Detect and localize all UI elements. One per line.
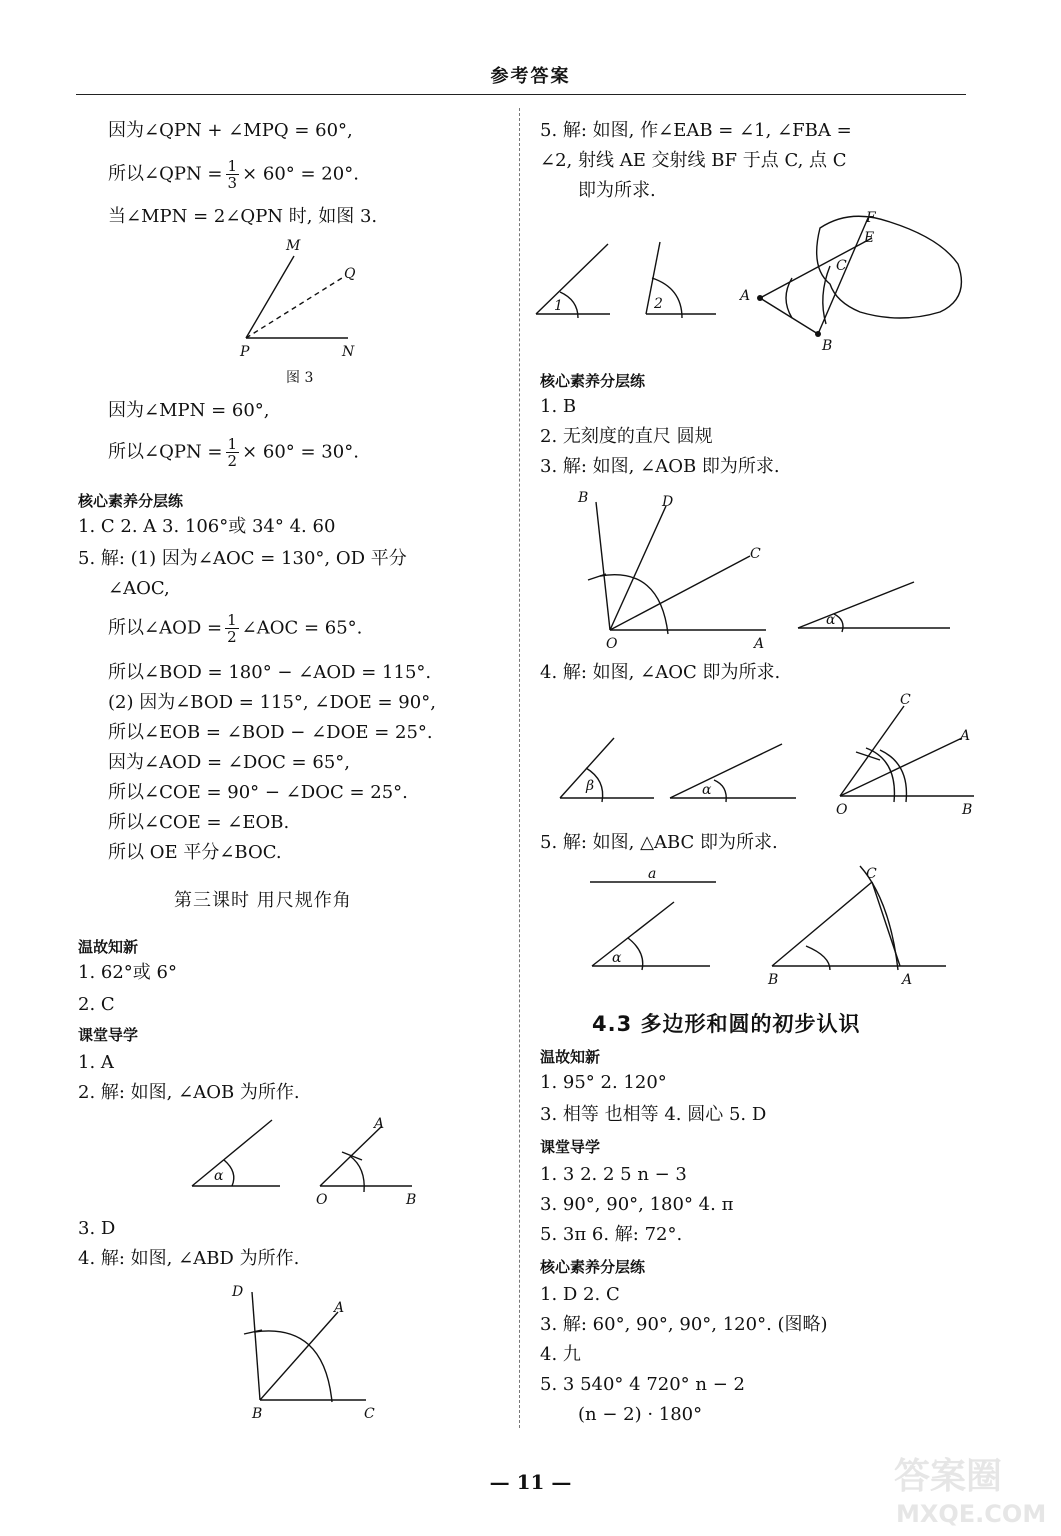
label-d4: D <box>662 494 674 510</box>
figure-angle-aob-r <box>570 486 960 656</box>
heading-review-r: 温故知新 <box>540 1048 601 1066</box>
label-o4: O <box>606 636 618 652</box>
label-b3: B <box>822 338 833 354</box>
left-line-1: 因为∠QPN + ∠MPQ = 60°, <box>108 120 353 141</box>
label-a2: A <box>334 1300 345 1316</box>
ray-bf <box>818 218 868 334</box>
label-b4: B <box>578 490 589 506</box>
label-c6: C <box>866 866 877 882</box>
fraction-1-2: $\frac{1}{2}$ <box>227 435 238 470</box>
core-answer-5e: (2) 因为∠BOD = 115°, ∠DOE = 90°, <box>108 692 436 713</box>
core-r2-line-1: 1. D 2. C <box>540 1284 620 1305</box>
figure-angle-abd <box>226 1278 386 1423</box>
label-o: O <box>316 1192 328 1208</box>
label-angle-2: 2 <box>654 296 663 312</box>
core-r2-line-4: 5. 3 540° 4 720° n − 2 <box>540 1374 745 1395</box>
svg-text:MXQE.COM: MXQE.COM <box>896 1500 1047 1528</box>
review-r-line-2: 3. 相等 也相等 4. 圆心 5. D <box>540 1104 767 1125</box>
core-answer-5h: 所以∠COE = 90° − ∠DOC = 25°. <box>108 782 408 803</box>
ray-pq <box>246 278 342 338</box>
label-n: N <box>342 344 355 360</box>
core-r-answer-5: 5. 解: 如图, △ABC 即为所求. <box>540 832 778 853</box>
heading-classroom-r: 课堂导学 <box>540 1138 601 1156</box>
label-m: M <box>286 238 301 254</box>
page-header: 参考答案 <box>490 66 571 87</box>
section-title-lesson-3: 第三课时 用尺规作角 <box>174 890 352 911</box>
label-angle-1: 1 <box>554 298 563 314</box>
label-segment-a: a <box>648 866 657 882</box>
figure-triangle-construction <box>530 208 970 358</box>
heading-review: 温故知新 <box>78 938 139 956</box>
label-p: P <box>240 344 250 360</box>
right-line-2: ∠2, 射线 AE 交射线 BF 于点 C, 点 C <box>540 150 847 171</box>
core-answer-5f: 所以∠EOB = ∠BOD − ∠DOE = 25°. <box>108 722 433 743</box>
ray-pm <box>246 256 294 338</box>
classroom-r-line-3: 5. 3π 6. 解: 72°. <box>540 1224 683 1245</box>
review-answer-2: 2. C <box>78 994 115 1015</box>
heading-core-practice-r: 核心素养分层练 <box>540 372 646 390</box>
classroom-answer-4: 4. 解: 如图, ∠ABD 为所作. <box>78 1248 300 1269</box>
core-answer-5i: 所以∠COE = ∠EOB. <box>108 812 290 833</box>
core-answer-5g: 因为∠AOD = ∠DOC = 65°, <box>108 752 350 773</box>
label-c4: C <box>750 546 761 562</box>
right-line-1: 5. 解: 如图, 作∠EAB = ∠1, ∠FBA = <box>540 120 852 141</box>
label-alpha: α <box>214 1168 224 1184</box>
label-q: Q <box>344 266 356 282</box>
core-r2-line-5: (n − 2) · 180° <box>578 1404 703 1425</box>
heading-classroom: 课堂导学 <box>78 1026 139 1044</box>
classroom-answer-3: 3. D <box>78 1218 116 1239</box>
fraction-half: $\frac{1}{2}$ <box>227 611 237 646</box>
core-answer-5d: 所以∠BOD = 180° − ∠AOD = 115°. <box>108 662 432 683</box>
core-r-answer-1: 1. B <box>540 396 577 417</box>
label-b6: B <box>768 972 779 988</box>
label-b: B <box>406 1192 417 1208</box>
header-rule <box>76 94 966 95</box>
core-answer-5j: 所以 OE 平分∠BOC. <box>108 842 282 863</box>
core-r-answer-3: 3. 解: 如图, ∠AOB 即为所求. <box>540 456 780 477</box>
label-c3: C <box>836 258 847 274</box>
figure-angle-aoc-r <box>550 690 980 820</box>
core-r-answer-4: 4. 解: 如图, ∠AOC 即为所求. <box>540 662 781 683</box>
label-beta: β <box>586 778 595 794</box>
label-o5: O <box>836 802 848 818</box>
label-alpha-6: α <box>612 950 622 966</box>
label-c: C <box>364 1406 375 1422</box>
label-c5: C <box>900 692 911 708</box>
label-d: D <box>232 1284 244 1300</box>
page-number: — 11 — <box>489 1470 572 1494</box>
left-line-2: 所以∠QPN = $\frac{1}{3}$ × 60° = 20°. <box>108 157 359 192</box>
right-line-3: 即为所求. <box>578 180 656 201</box>
label-a5: A <box>960 728 971 744</box>
figure-3-caption: 图 3 <box>286 370 314 386</box>
classroom-r-line-2: 3. 90°, 90°, 180° 4. π <box>540 1194 734 1215</box>
core-answer-5c: 所以∠AOD = $\frac{1}{2}$ ∠AOC = 65°. <box>108 611 363 646</box>
label-alpha-4: α <box>826 612 836 628</box>
left-line-3: 当∠MPN = 2∠QPN 时, 如图 3. <box>108 206 378 227</box>
figure-3 <box>230 238 370 388</box>
label-a: A <box>374 1116 385 1132</box>
label-b5: B <box>962 802 973 818</box>
heading-core-practice: 核心素养分层练 <box>78 492 184 510</box>
core-r-answer-2: 2. 无刻度的直尺 圆规 <box>540 426 713 447</box>
label-f3: F <box>866 210 876 226</box>
classroom-r-line-1: 1. 3 2. 2 5 n − 3 <box>540 1164 687 1185</box>
section-title-4-3: 4.3 多边形和圆的初步认识 <box>592 1012 861 1036</box>
fraction-1-3: $\frac{1}{3}$ <box>227 157 238 192</box>
label-a3: A <box>740 288 751 304</box>
heading-core-practice-r2: 核心素养分层练 <box>540 1258 646 1276</box>
core-answers-1-4: 1. C 2. A 3. 106°或 34° 4. 60 <box>78 516 336 537</box>
label-a6: A <box>902 972 913 988</box>
review-r-line-1: 1. 95° 2. 120° <box>540 1072 667 1093</box>
classroom-answer-1: 1. A <box>78 1052 114 1073</box>
figure-angle-aob <box>186 1112 436 1207</box>
figure-triangle-abc <box>580 860 960 1000</box>
core-r2-line-2: 3. 解: 60°, 90°, 90°, 120°. (图略) <box>540 1314 828 1335</box>
label-e3: E <box>864 230 875 246</box>
watermark-logo <box>886 1448 1056 1528</box>
core-r2-line-3: 4. 九 <box>540 1344 581 1365</box>
label-b2: B <box>252 1406 263 1422</box>
core-answer-5b: ∠AOC, <box>108 578 170 599</box>
classroom-answer-2: 2. 解: 如图, ∠AOB 为所作. <box>78 1082 300 1103</box>
left-line-4: 因为∠MPN = 60°, <box>108 400 270 421</box>
column-divider <box>519 108 520 1428</box>
label-alpha-5: α <box>702 782 712 798</box>
core-answer-5: 5. 解: (1) 因为∠AOC = 130°, OD 平分 <box>78 548 407 569</box>
segment-ab <box>760 298 818 334</box>
label-a4: A <box>754 636 765 652</box>
review-answer-1: 1. 62°或 6° <box>78 962 177 983</box>
left-line-5: 所以∠QPN = $\frac{1}{2}$ × 60° = 30°. <box>108 435 359 470</box>
svg-text:答案圈: 答案圈 <box>894 1456 1003 1497</box>
